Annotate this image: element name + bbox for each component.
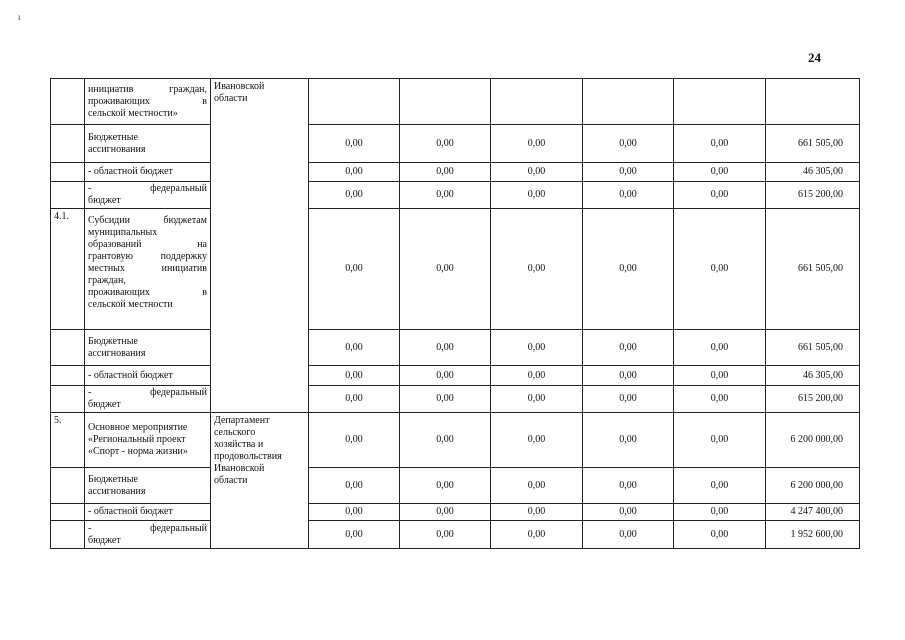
row-name [85, 521, 211, 549]
name-line: бюджет [88, 534, 121, 546]
value-cell: 0,00 [583, 330, 674, 366]
table-row [51, 504, 860, 521]
executor-cell [211, 79, 309, 413]
value-cell [491, 79, 583, 125]
name-line: Бюджетные [88, 473, 138, 485]
total-cell: 661 505,00 [766, 330, 860, 366]
value-cell: 0,00 [400, 125, 491, 163]
row-name [85, 209, 211, 330]
name-line: - областной бюджет [88, 506, 173, 517]
value-cell: 0,00 [583, 413, 674, 468]
total-cell: 6 200 000,00 [766, 413, 860, 468]
value-cell: 0,00 [309, 330, 400, 366]
value-cell: 0,00 [491, 386, 583, 413]
value-cell: 0,00 [309, 366, 400, 386]
name-line: Основное мероприятие [88, 422, 188, 433]
name-line: - областной бюджет [88, 369, 173, 381]
row-number [51, 79, 85, 125]
value-cell: 0,00 [400, 468, 491, 504]
value-cell: 0,00 [491, 330, 583, 366]
value-cell: 0,00 [674, 504, 766, 521]
executor-line: области [214, 475, 248, 486]
row-name [85, 79, 211, 125]
value-cell: 0,00 [309, 125, 400, 163]
name-line: ассигнования [88, 485, 146, 497]
row-number [51, 182, 85, 209]
total-cell: 661 505,00 [766, 125, 860, 163]
value-cell: 0,00 [491, 209, 583, 330]
value-cell: 0,00 [400, 386, 491, 413]
name-line: муниципальных [88, 227, 158, 238]
value-cell [674, 79, 766, 125]
value-cell: 0,00 [583, 521, 674, 549]
executor-line: Ивановской [214, 463, 265, 474]
value-cell: 0,00 [491, 125, 583, 163]
executor-line: хозяйства и [214, 439, 264, 450]
value-cell: 0,00 [583, 366, 674, 386]
total-cell: 46 305,00 [766, 163, 860, 182]
total-cell: 615 200,00 [766, 182, 860, 209]
table-row [51, 521, 860, 549]
value-cell: 0,00 [674, 330, 766, 366]
table-row [51, 209, 860, 330]
row-number [51, 521, 85, 549]
name-line: «Спорт - норма жизни» [88, 446, 188, 457]
row-number [51, 330, 85, 366]
table-row [51, 163, 860, 182]
value-cell: 0,00 [491, 413, 583, 468]
name-line: граждан, [88, 275, 126, 286]
value-cell: 0,00 [674, 125, 766, 163]
row-name [85, 413, 211, 468]
name-line: ассигнования [88, 347, 146, 359]
value-cell: 0,00 [674, 468, 766, 504]
executor-line: Департамент [214, 415, 270, 426]
name-line: бюджет [88, 399, 121, 410]
row-number [51, 366, 85, 386]
value-cell: 0,00 [674, 366, 766, 386]
value-cell: 0,00 [491, 182, 583, 209]
value-cell: 0,00 [400, 413, 491, 468]
value-cell: 0,00 [400, 182, 491, 209]
value-cell [309, 79, 400, 125]
value-cell [400, 79, 491, 125]
value-cell: 0,00 [309, 163, 400, 182]
row-name [85, 366, 211, 386]
scan-mark: ı [18, 12, 21, 22]
value-cell: 0,00 [674, 163, 766, 182]
value-cell: 0,00 [674, 182, 766, 209]
value-cell: 0,00 [583, 468, 674, 504]
row-number: 5. [51, 413, 85, 468]
row-name [85, 182, 211, 209]
value-cell: 0,00 [674, 209, 766, 330]
name-line: Субсидии бюджетам [88, 215, 207, 226]
value-cell: 0,00 [309, 413, 400, 468]
row-number [51, 504, 85, 521]
name-line: «Региональный проект [88, 434, 186, 445]
name-line: сельской местности» [88, 107, 178, 119]
value-cell: 0,00 [583, 209, 674, 330]
name-line: - федеральный [88, 522, 207, 534]
total-cell: 661 505,00 [766, 209, 860, 330]
value-cell: 0,00 [491, 521, 583, 549]
total-cell: 4 247 400,00 [766, 504, 860, 521]
name-line: проживающих в [88, 287, 207, 298]
table-row [51, 413, 860, 468]
budget-table [50, 78, 860, 549]
value-cell: 0,00 [491, 163, 583, 182]
row-name [85, 163, 211, 182]
value-cell: 0,00 [583, 163, 674, 182]
value-cell: 0,00 [400, 163, 491, 182]
value-cell: 0,00 [400, 504, 491, 521]
value-cell [583, 79, 674, 125]
row-name [85, 330, 211, 366]
name-line: грантовую поддержку [88, 251, 207, 262]
total-cell: 46 305,00 [766, 366, 860, 386]
name-line: местных инициатив [88, 263, 207, 274]
value-cell: 0,00 [583, 504, 674, 521]
name-line: образований на [88, 239, 207, 250]
row-number [51, 386, 85, 413]
total-cell: 615 200,00 [766, 386, 860, 413]
value-cell: 0,00 [309, 386, 400, 413]
table-row [51, 468, 860, 504]
executor-line: области [214, 93, 248, 104]
value-cell: 0,00 [309, 521, 400, 549]
total-cell [766, 79, 860, 125]
row-number [51, 125, 85, 163]
value-cell: 0,00 [674, 521, 766, 549]
value-cell: 0,00 [491, 366, 583, 386]
page-number: 24 [808, 50, 821, 65]
row-number [51, 163, 85, 182]
name-line: сельской местности [88, 299, 173, 310]
value-cell: 0,00 [583, 386, 674, 413]
name-line: Бюджетные [88, 335, 138, 347]
name-line: бюджет [88, 195, 121, 206]
executor-cell [211, 413, 309, 549]
row-number: 4.1. [51, 209, 85, 330]
total-cell: 6 200 000,00 [766, 468, 860, 504]
row-name [85, 504, 211, 521]
value-cell: 0,00 [674, 413, 766, 468]
total-cell: 1 952 600,00 [766, 521, 860, 549]
value-cell: 0,00 [491, 504, 583, 521]
row-name [85, 386, 211, 413]
name-line: - федеральный [88, 183, 207, 194]
value-cell: 0,00 [491, 468, 583, 504]
table-row [51, 79, 860, 125]
table-row [51, 125, 860, 163]
table-row [51, 182, 860, 209]
value-cell: 0,00 [400, 330, 491, 366]
name-line: Бюджетные [88, 131, 138, 143]
name-line: инициатив граждан, [88, 83, 207, 95]
value-cell: 0,00 [309, 504, 400, 521]
value-cell: 0,00 [583, 182, 674, 209]
table-row [51, 386, 860, 413]
name-line: - областной бюджет [88, 166, 173, 177]
executor-line: продовольствия [214, 451, 282, 462]
executor-line: Ивановской [214, 81, 265, 92]
value-cell: 0,00 [583, 125, 674, 163]
name-line: ассигнования [88, 143, 146, 155]
row-name [85, 468, 211, 504]
value-cell: 0,00 [674, 386, 766, 413]
row-name [85, 125, 211, 163]
row-number [51, 468, 85, 504]
table-row [51, 330, 860, 366]
name-line: проживающих в [88, 95, 207, 107]
value-cell: 0,00 [400, 366, 491, 386]
executor-line: сельского [214, 427, 256, 438]
value-cell: 0,00 [309, 182, 400, 209]
value-cell: 0,00 [400, 209, 491, 330]
table-row [51, 366, 860, 386]
name-line: - федеральный [88, 387, 207, 398]
value-cell: 0,00 [309, 468, 400, 504]
value-cell: 0,00 [400, 521, 491, 549]
value-cell: 0,00 [309, 209, 400, 330]
